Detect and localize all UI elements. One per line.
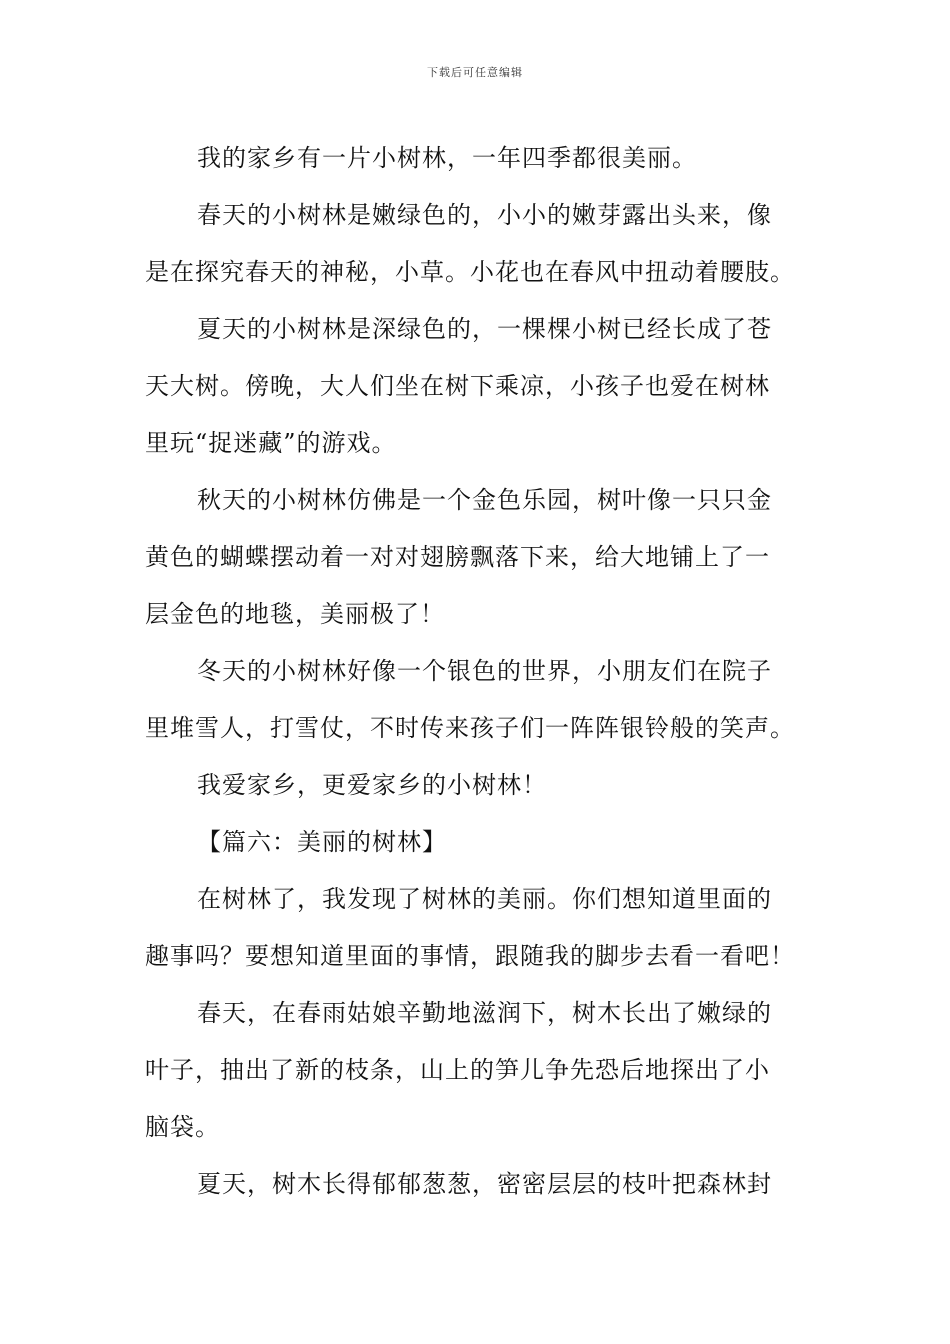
text-line: 脑袋。 xyxy=(145,1113,220,1141)
text-line: 叶子，抽出了新的枝条，山上的笋儿争先恐后地探出了小 xyxy=(145,1056,770,1084)
text-line: 春天的小树林是嫩绿色的，小小的嫩芽露出头来，像 xyxy=(197,201,772,229)
section-heading xyxy=(145,814,810,871)
text-line: 秋天的小树林仿佛是一个金色乐园，树叶像一只只金 xyxy=(197,486,772,514)
text-line: 在树林了，我发现了树林的美丽。你们想知道里面的 xyxy=(197,885,772,913)
text-line: 是在探究春天的神秘，小草。小花也在春风中扭动着腰肢。 xyxy=(145,258,795,286)
paragraph xyxy=(145,871,810,985)
text-line: 天大树。傍晚，大人们坐在树下乘凉，小孩子也爱在树林 xyxy=(145,372,770,400)
document-body xyxy=(145,130,810,1213)
text-line: 层金色的地毯，美丽极了！ xyxy=(145,600,445,628)
text-line: 我爱家乡，更爱家乡的小树林！ xyxy=(197,771,547,799)
paragraph xyxy=(145,643,810,757)
paragraph xyxy=(145,757,810,814)
section-heading-text: 【篇六：美丽的树林】 xyxy=(197,828,447,856)
text-line: 黄色的蝴蝶摆动着一对对翅膀飘落下来，给大地铺上了一 xyxy=(145,543,770,571)
text-line: 夏天的小树林是深绿色的，一棵棵小树已经长成了苍 xyxy=(197,315,772,343)
page-header-note: 下载后可任意编辑 xyxy=(427,66,523,79)
paragraph xyxy=(145,187,810,301)
text-line: 里堆雪人，打雪仗，不时传来孩子们一阵阵银铃般的笑声。 xyxy=(145,714,795,742)
text-line: 里玩“捉迷藏”的游戏。 xyxy=(145,429,397,457)
text-line: 冬天的小树林好像一个银色的世界，小朋友们在院子 xyxy=(197,657,772,685)
paragraph xyxy=(145,130,810,187)
text-line: 我的家乡有一片小树林，一年四季都很美丽。 xyxy=(197,144,697,172)
paragraph xyxy=(145,301,810,472)
paragraph xyxy=(145,985,810,1156)
text-line: 趣事吗？要想知道里面的事情，跟随我的脚步去看一看吧！ xyxy=(145,942,795,970)
text-line: 夏天，树木长得郁郁葱葱，密密层层的枝叶把森林封 xyxy=(197,1170,772,1198)
paragraph xyxy=(145,1156,810,1213)
paragraph xyxy=(145,472,810,643)
text-line: 春天，在春雨姑娘辛勤地滋润下，树木长出了嫩绿的 xyxy=(197,999,772,1027)
